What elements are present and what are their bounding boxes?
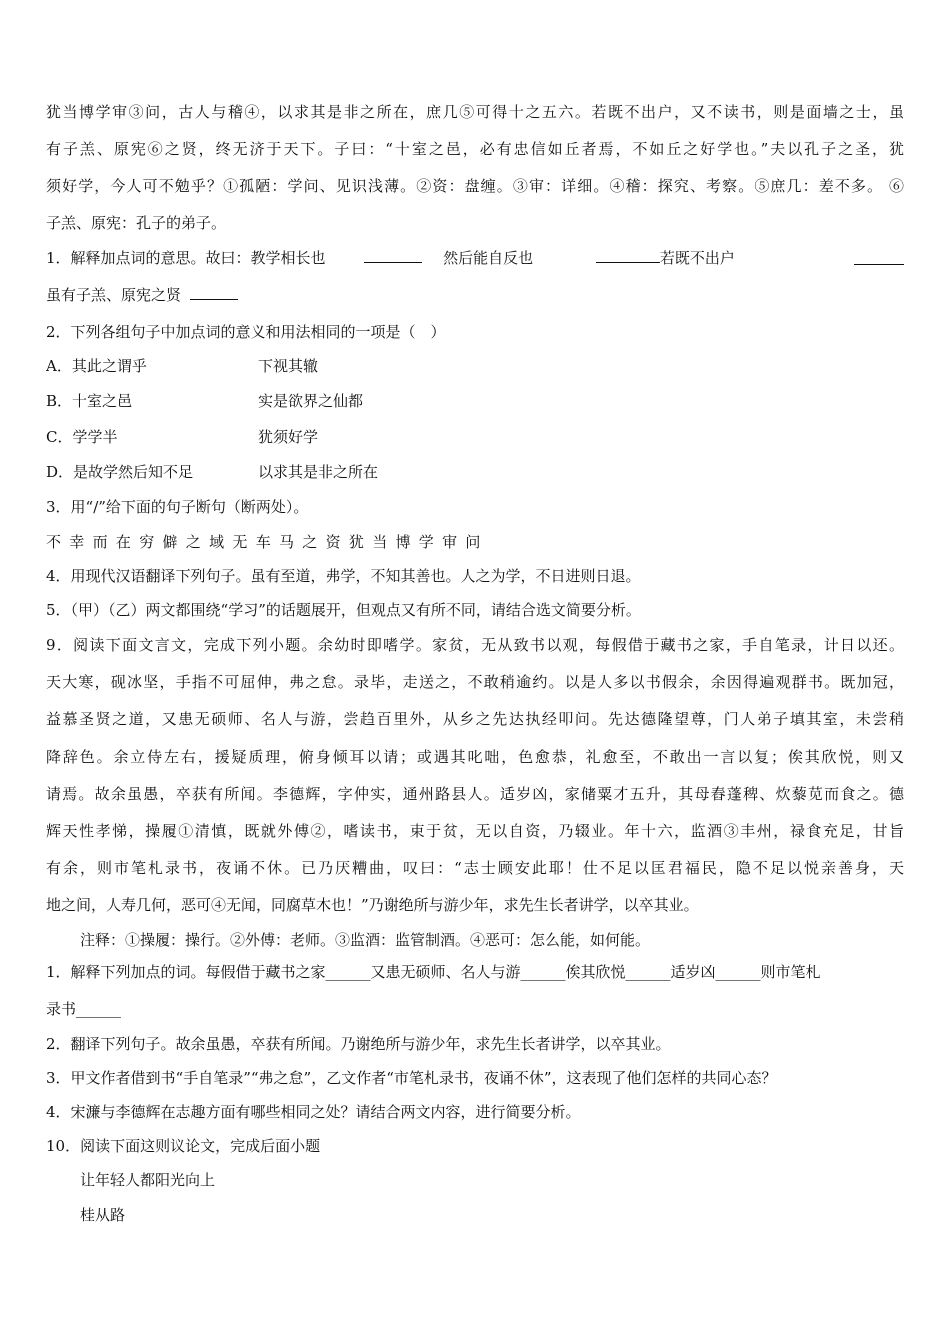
option-d-label: D．是故学然后知不足 [46, 463, 194, 481]
answer-blank[interactable] [596, 248, 660, 263]
option-a-label: A．其此之谓乎 [46, 357, 147, 375]
q8-question-4: 4．用现代汉语翻译下列句子。虽有至道，弗学，不知其善也。人之为学，不日进则日退。 [46, 567, 641, 585]
q9-sub-3: 3．甲文作者借到书“手自笔录”“弗之怠”，乙文作者“市笔札录书，夜诵不休”，这表现了他们怎样的共同心态？ [46, 1069, 777, 1087]
answer-blank[interactable] [364, 248, 422, 263]
q8-q1-line2: 虽有子羔、原宪之贤 [46, 286, 182, 304]
q9-line-3: 益慕圣贤之道，又患无硕师、名人与游，尝趋百里外，从乡之先达执经叩问。先达德隆望尊，门人弟子填其室，未尝稍 [46, 710, 904, 728]
q8-question-2: 2．下列各组句子中加点词的意义和用法相同的一项是（ ） [46, 323, 446, 341]
q9-line-7: 有余，则市笔札录书，夜诵不休。已乃厌糟曲，叹曰：“志士顾安此耶！仕不足以匡君福民，隐不足以悦亲善身，天 [46, 859, 904, 877]
q9-line-2: 天大寒，砚冰坚，手指不可屈伸，弗之怠。录毕，走送之，不敢稍逾约。以是人多以书假余，余因得遍观群书。既加冠， [46, 673, 904, 691]
q8-q1-item3: 若既不出户 [659, 249, 735, 267]
passage1-line-4: 子羔、原宪：孔子的弟子。 [46, 214, 227, 232]
option-c-right: 犹须好学 [258, 428, 319, 446]
q9-note: 注释：①操履：操行。②外傅：老师。③监酒：监管制酒。④恶可：怎么能，如何能。 [80, 931, 651, 949]
option-b[interactable] [46, 391, 646, 411]
q8-q1-prefix: 1．解释加点词的意思。故曰：教学相长也 [46, 249, 326, 267]
answer-blank[interactable] [854, 250, 904, 265]
q8-question-1-line2 [46, 285, 238, 305]
option-b-right: 实是欲界之仙都 [258, 392, 364, 410]
option-c[interactable] [46, 427, 646, 447]
q10-article-title: 让年轻人都阳光向上 [80, 1171, 216, 1189]
q8-question-1 [46, 248, 904, 268]
option-a[interactable] [46, 356, 646, 376]
q9-sub-1: 1．解释下列加点的词。每假借于藏书之家______又患无硕师、名人与游______俟其欣悦______适岁凶______则市笔札 [46, 963, 821, 981]
q9-line-8: 地之间，人寿几何，恶可④无闻，同腐草木也！”乃谢绝所与游少年，求先生长者讲学，以卒其业。 [46, 896, 699, 914]
option-b-label: B．十室之邑 [46, 392, 133, 410]
passage1-line-3: 须好学，今人可不勉乎？①孤陋：学问、见识浅薄。②资：盘缠。③审：详细。④稽：探究、考察。⑤庶几：差不多。 ⑥ [46, 177, 904, 195]
option-d[interactable] [46, 462, 646, 482]
option-c-label: C．学学半 [46, 428, 118, 446]
answer-blank[interactable] [190, 285, 238, 300]
passage1-line-1: 犹当博学审③问，古人与稽④，以求其是非之所在，庶几⑤可得十之五六。若既不出户，又不读书，则是面墙之士，虽 [46, 103, 904, 121]
q9-line-1: 9．阅读下面文言文，完成下列小题。余幼时即嗜学。家贫，无从致书以观，每假借于藏书之家，手自笔录，计日以还。 [46, 636, 904, 654]
passage1-line-2: 有子羔、原宪⑥之贤，终无济于天下。子曰：“十室之邑，必有忠信如丘者焉，不如丘之好学也。”夫以孔子之圣，犹 [46, 140, 904, 158]
q8-question-5: 5．（甲）（乙）两文都围绕“学习”的话题展开，但观点又有所不同，请结合选文简要分析。 [46, 601, 641, 619]
q9-sub-2: 2．翻译下列句子。故余虽愚，卒获有所闻。乃谢绝所与游少年，求先生长者讲学，以卒其业。 [46, 1035, 671, 1053]
q9-line-5: 请焉。故余虽愚，卒获有所闻。李德辉，字仲实，通州路县人。适岁凶，家储粟才五升，其母舂蓬稗、炊藜苋而食之。德 [46, 785, 904, 803]
q9-line-6: 辉天性孝悌，操履①清慎，既就外傅②，嗜读书，束于贫，无以自资，乃辍业。年十六，监酒③丰州，禄食充足，甘旨 [46, 822, 904, 840]
q9-sub-4: 4．宋濂与李德辉在志趣方面有哪些相同之处？请结合两文内容，进行简要分析。 [46, 1103, 581, 1121]
q10-intro: 10．阅读下面这则议论文，完成后面小题 [46, 1137, 321, 1155]
q8-q1-item2: 然后能自反也 [443, 249, 534, 267]
q10-article-author: 桂从路 [80, 1206, 126, 1224]
option-a-right: 下视其辙 [258, 357, 319, 375]
option-d-right: 以求其是非之所在 [258, 463, 379, 481]
q8-q3-sentence: 不幸而在穷僻之域无车马之资犹当博学审问 [46, 533, 489, 551]
q9-sub-1-line2: 录书______ [46, 1000, 122, 1018]
q8-question-3: 3．用“/”给下面的句子断句（断两处）。 [46, 498, 309, 516]
q9-line-4: 降辞色。余立侍左右，援疑质理，俯身倾耳以请；或遇其叱咄，色愈恭，礼愈至，不敢出一言以复；俟其欣悦，则又 [46, 748, 904, 766]
